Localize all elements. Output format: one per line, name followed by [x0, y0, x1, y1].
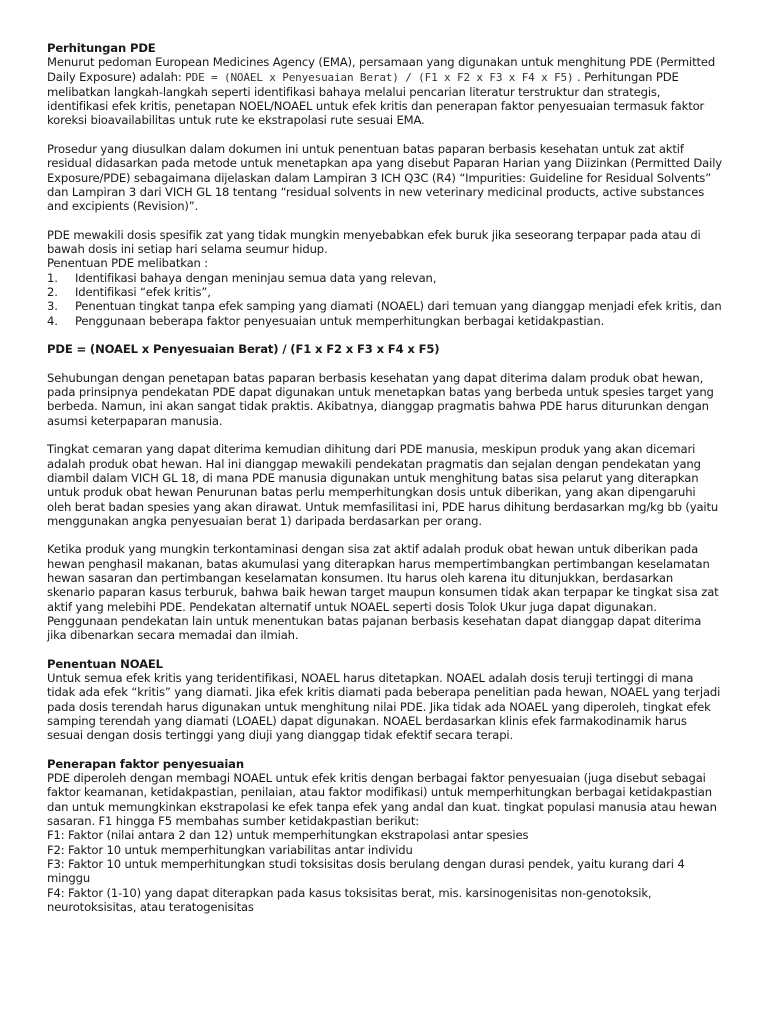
- list-text: Penentuan tingkat tanpa efek samping yang diamati (NOAEL) dari temuan yang dianggap menjadi efek kritis, dan: [75, 299, 722, 314]
- list-item: [47, 285, 723, 299]
- list-number: 4.: [47, 313, 58, 328]
- factor-list: [47, 828, 723, 914]
- factor-item-f2: F2: Faktor 10 untuk memperhitungkan variabilitas antar individu: [47, 842, 413, 857]
- paragraph-acceptable-contamination: Tingkat cemaran yang dapat diterima kemudian dihitung dari PDE manusia, meskipun produk yang akan dicemari adalah produk obat hewan. Hal ini dianggap mewakili pendekatan pragmatis dan sejalan dengan pendekatan yang diambil dalam VICH GL 18, di mana PDE manusia digunakan untuk menghitung batas sisa pelarut yang diterapkan untuk produk obat hewan Penurunan batas perlu memperhitungkan dosis untuk diberikan, yang akan dipengaruhi oleh berat badan spesies yang akan dirawat. Untuk memfasilitasi ini, PDE harus dihitung berdasarkan mg/kg bb (yaitu menggunakan angka penyesuaian berat 1) daripada berdasarkan per orang.: [47, 442, 719, 528]
- paragraph-text: Menurut pedoman European Medicines Agency (EMA), persamaan yang digunakan untuk menghitung PDE (Permitted Daily Exposure) adalah:: [47, 55, 716, 84]
- pde-steps-list: [47, 271, 723, 328]
- list-number: 1.: [47, 270, 58, 285]
- list-text: Penggunaan beberapa faktor penyesuaian untuk memperhitungkan berbagai ketidakpastian.: [75, 313, 605, 328]
- paragraph-food-producing-animals: Ketika produk yang mungkin terkontaminasi dengan sisa zat aktif adalah produk obat hewan untuk diberikan pada hewan penghasil makanan, batas akumulasi yang diterapkan harus mempertimbangkan pertimbangan keselamatan hewan sasaran dan pertimbangan keselamatan konsumen. Itu harus oleh karena itu ditunjukkan, berdasarkan skenario paparan kasus terburuk, bahwa baik hewan target maupun konsumen tidak akan terpapar ke tingkat sisa zat aktif yang melebihi PDE. Pendekatan alternatif untuk NOAEL seperti dosis Tolok Ukur juga dapat digunakan. Penggunaan pendekatan lain untuk menentukan batas pajanan berbasis kesehatan dapat dianggap dapat diterima jika dibenarkan secara memadai dan ilmiah.: [47, 542, 719, 643]
- heading-noael: Penentuan NOAEL: [47, 656, 163, 671]
- list-text: Identifikasi “efek kritis”,: [75, 285, 211, 300]
- section-noael: [47, 657, 723, 743]
- paragraph-text: . Perhitungan PDE melibatkan langkah-langkah seperti identifikasi bahaya melalui pencarian literatur terstruktur dan strategis, identifikasi efek kritis, penetapan NOEL/NOAEL untuk efek kritis dan penerapan faktor penyesuaian termasuk faktor koreksi bioavailabilitas untuk rute ke ekstrapolasi rute sesuai EMA.: [47, 69, 705, 128]
- list-number: 2.: [47, 285, 58, 300]
- section-pde-calculation: [47, 41, 723, 128]
- formula-bold: PDE = (NOAEL x Penyesuaian Berat) / (F1 x F2 x F3 x F4 x F5): [47, 342, 440, 357]
- section-adjustment-factors: [47, 757, 723, 914]
- paragraph-pde-steps-intro: Penentuan PDE melibatkan :: [47, 256, 209, 271]
- factor-item-f4: F4: Faktor (1-10) yang dapat diterapkan pada kasus toksisitas berat, mis. karsinogenisitas non-genotoksik, neurotoksisitas, atau teratogenisitas: [47, 885, 652, 914]
- heading-pde-calculation: Perhitungan PDE: [47, 41, 156, 55]
- list-item: [47, 271, 723, 285]
- list-text: Identifikasi bahaya dengan meninjau semua data yang relevan,: [75, 270, 437, 285]
- paragraph-text: PDE diperoleh dengan membagi NOAEL untuk efek kritis dengan berbagai faktor penyesuaian (juga disebut sebagai faktor keamanan, ketidakpastian, penilaian, atau faktor modifikasi) untuk memperhitungkan berbagai ketidakpastian dan untuk memungkinkan ekstrapolasi ke efek tanpa efek yang andal dan kuat. tingkat populasi manusia atau hewan sasaran. F1 hingga F5 membahas sumber ketidakpastian berikut:: [47, 771, 717, 829]
- paragraph-pde-definition: PDE mewakili dosis spesifik zat yang tidak mungkin menyebabkan efek buruk jika seseorang terpapar pada atau di bawah dosis ini setiap hari selama seumur hidup.: [47, 227, 701, 257]
- factor-item-f1: F1: Faktor (nilai antara 2 dan 12) untuk memperhitungkan ekstrapolasi antar spesies: [47, 828, 529, 843]
- factor-item-f3: F3: Faktor 10 untuk memperhitungkan studi toksisitas dosis berulang dengan durasi pendek, yaitu kurang dari 4 minggu: [47, 856, 685, 886]
- paragraph-procedure: Prosedur yang diusulkan dalam dokumen ini untuk penentuan batas paparan berbasis kesehatan untuk zat aktif residual didasarkan pada metode untuk menetapkan apa yang disebut Paparan Harian yang Diizinkan (Permitted Daily Exposure/PDE) sebagaimana dijelaskan dalam Lampiran 3 ICH Q3C (R4) “Impurities: Guideline for Residual Solvents” dan Lampiran 3 dari VICH GL 18 tentang “residual solvents in new veterinary medicinal products, active substances and excipients (Revision)”.: [47, 142, 722, 214]
- heading-adjustment-factors: Penerapan faktor penyesuaian: [47, 756, 244, 771]
- formula-code: PDE = (NOAEL x Penyesuaian Berat) / (F1 x F2 x F3 x F4 x F5): [185, 70, 574, 84]
- paragraph-veterinary-limits: Sehubungan dengan penetapan batas paparan berbasis kesehatan yang dapat diterima dalam produk obat hewan, pada prinsipnya pendekatan PDE dapat digunakan untuk menetapkan batas yang berbeda untuk spesies target yang berbeda. Namun, ini akan sangat tidak praktis. Akibatnya, dianggap pragmatis bahwa PDE harus diturunkan dengan asumsi keterpaparan manusia.: [47, 370, 714, 428]
- list-item: [47, 299, 723, 313]
- document-body: [47, 41, 723, 914]
- paragraph-text: Untuk semua efek kritis yang teridentifikasi, NOAEL harus ditetapkan. NOAEL adalah dosis teruji tertinggi di mana tidak ada efek “kritis” yang diamati. Jika efek kritis diamati pada beberapa penelitian pada hewan, NOAEL yang terjadi pada dosis terendah harus digunakan untuk menghitung nilai PDE. Jika tidak ada NOAEL yang diperoleh, tingkat efek samping terendah yang diamati (LOAEL) dapat digunakan. NOAEL berdasarkan klinis efek farmakodinamik harus sesuai dengan dosis tertinggi yang diuji yang dianggap tidak efektif secara terapi.: [47, 671, 721, 743]
- list-item: [47, 314, 723, 328]
- list-number: 3.: [47, 299, 58, 314]
